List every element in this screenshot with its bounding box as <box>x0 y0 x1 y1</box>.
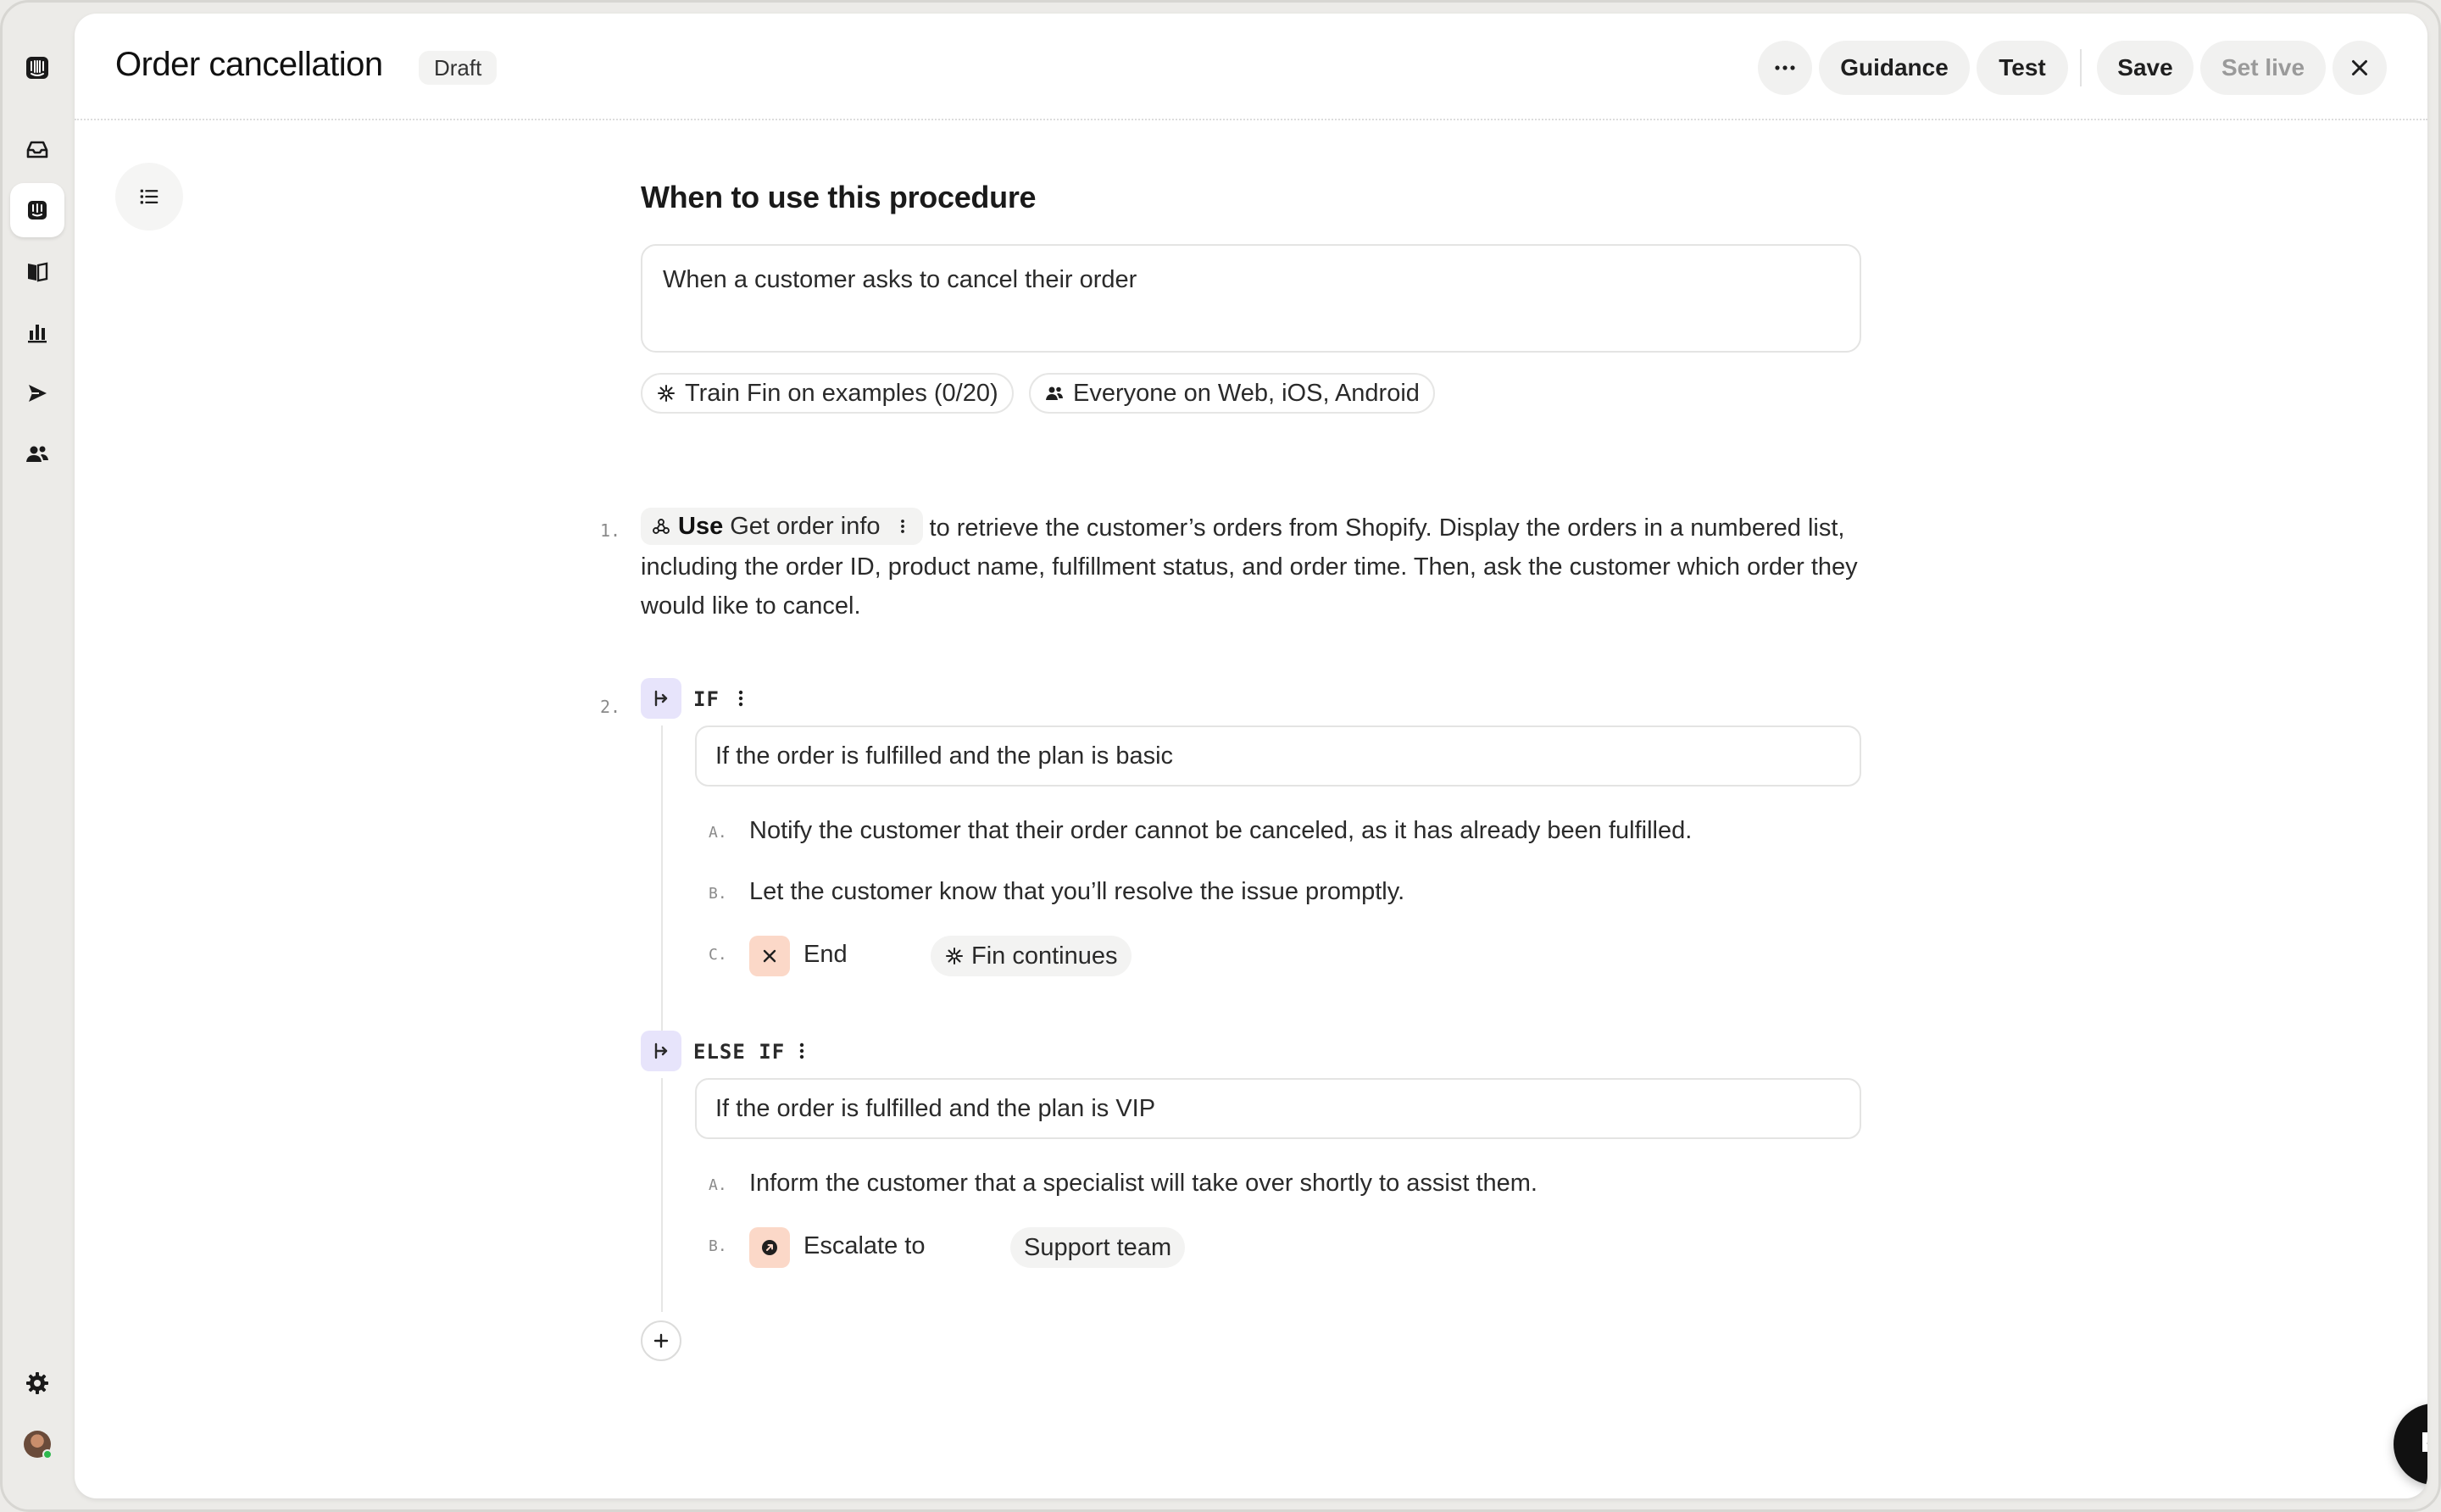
outbound-icon[interactable] <box>10 366 64 420</box>
escalate-icon <box>758 1236 781 1259</box>
substep-text[interactable]: Notify the customer that their order cannot be canceled, as it has already been fulfilled. <box>749 817 1693 844</box>
webhook-icon <box>651 516 671 536</box>
more-options-icon <box>1771 54 1799 81</box>
intercom-logo-icon[interactable] <box>10 41 64 95</box>
tool-name: Get order info <box>730 513 881 541</box>
fin-continues-pill[interactable] <box>931 936 1132 976</box>
use-keyword: Use <box>678 513 724 541</box>
step-number: 1. <box>600 520 621 541</box>
support-team-pill[interactable] <box>1010 1227 1185 1268</box>
kebab-menu-icon[interactable] <box>736 687 746 710</box>
plus-icon <box>651 1331 671 1351</box>
set-live-button[interactable]: Set live <box>2200 41 2326 95</box>
escalate-action-label: Escalate to <box>803 1232 926 1259</box>
use-tool-chip[interactable] <box>641 508 923 545</box>
reports-icon[interactable] <box>10 305 64 359</box>
close-icon <box>2347 55 2372 81</box>
table-of-contents-button[interactable] <box>115 163 183 231</box>
branch-arrow-icon <box>650 1040 672 1062</box>
substep-text[interactable]: Inform the customer that a specialist will take over shortly to assist them. <box>749 1170 1537 1197</box>
if-condition-input[interactable]: If the order is fulfilled and the plan is basic <box>695 725 1861 787</box>
branch-arrow-icon <box>650 687 672 709</box>
list-icon <box>136 184 162 209</box>
status-badge: Draft <box>419 51 497 85</box>
inbox-icon[interactable] <box>10 122 64 176</box>
save-button[interactable]: Save <box>2097 41 2194 95</box>
contacts-icon[interactable] <box>10 427 64 481</box>
header-divider <box>2080 49 2082 86</box>
escalate-action-button[interactable] <box>749 1227 790 1268</box>
page-title: Order cancellation <box>115 46 383 83</box>
train-fin-chip[interactable] <box>641 373 1014 414</box>
branch-toggle-button[interactable] <box>641 1031 681 1071</box>
substep-letter: B. <box>709 1237 727 1255</box>
online-status-dot <box>42 1449 53 1459</box>
branch-toggle-button[interactable] <box>641 678 681 719</box>
more-options-button[interactable] <box>1758 41 1812 95</box>
fin-sparkle-icon <box>656 383 676 403</box>
add-step-button[interactable] <box>641 1320 681 1361</box>
left-nav-rail <box>0 0 75 1512</box>
knowledge-book-icon[interactable] <box>10 244 64 298</box>
step-number: 2. <box>600 697 621 717</box>
test-button[interactable]: Test <box>1977 41 2068 95</box>
substep-letter: B. <box>709 885 727 903</box>
fin-continues-label: Fin continues <box>971 942 1118 970</box>
guidance-button[interactable]: Guidance <box>1819 41 1970 95</box>
when-section-title: When to use this procedure <box>641 180 1037 214</box>
else-if-label: ELSE IF <box>693 1040 786 1064</box>
substep-letter: A. <box>709 1176 727 1194</box>
branch-guide-line <box>661 1078 663 1312</box>
editor-header <box>75 14 2427 120</box>
procedure-editor-panel <box>75 14 2427 1498</box>
step-1-description: to retrieve the customer’s orders from Shopify. Display the orders in a numbered list, including the order ID, product name, fulfillment status, and order time. Then, ask the customer which order they would like to cancel. <box>641 514 1858 620</box>
settings-icon[interactable] <box>10 1356 64 1410</box>
end-action-button[interactable] <box>749 936 790 976</box>
substep-letter: A. <box>709 824 727 842</box>
support-team-label: Support team <box>1024 1233 1172 1261</box>
people-icon <box>1044 383 1065 403</box>
end-action-label: End <box>803 941 848 968</box>
train-fin-label: Train Fin on examples (0/20) <box>685 379 998 407</box>
step-1-text[interactable] <box>641 509 1870 625</box>
messenger-launcher-button[interactable] <box>2394 1404 2427 1485</box>
substep-text[interactable]: Let the customer know that you’ll resolve the issue promptly. <box>749 878 1405 905</box>
audience-chip[interactable] <box>1029 373 1435 414</box>
fin-icon[interactable] <box>10 183 64 237</box>
kebab-menu-icon[interactable] <box>892 516 913 536</box>
chat-icon <box>2416 1426 2427 1463</box>
kebab-menu-icon[interactable] <box>797 1039 807 1063</box>
fin-sparkle-icon <box>944 946 965 966</box>
close-button[interactable] <box>2333 41 2387 95</box>
branch-guide-line <box>661 725 663 1039</box>
audience-label: Everyone on Web, iOS, Android <box>1073 379 1420 407</box>
when-to-use-input[interactable]: When a customer asks to cancel their order <box>641 244 1861 353</box>
if-label: IF <box>693 687 720 711</box>
else-if-condition-input[interactable]: If the order is fulfilled and the plan is VIP <box>695 1078 1861 1139</box>
substep-letter: C. <box>709 946 727 964</box>
close-icon <box>758 944 781 968</box>
